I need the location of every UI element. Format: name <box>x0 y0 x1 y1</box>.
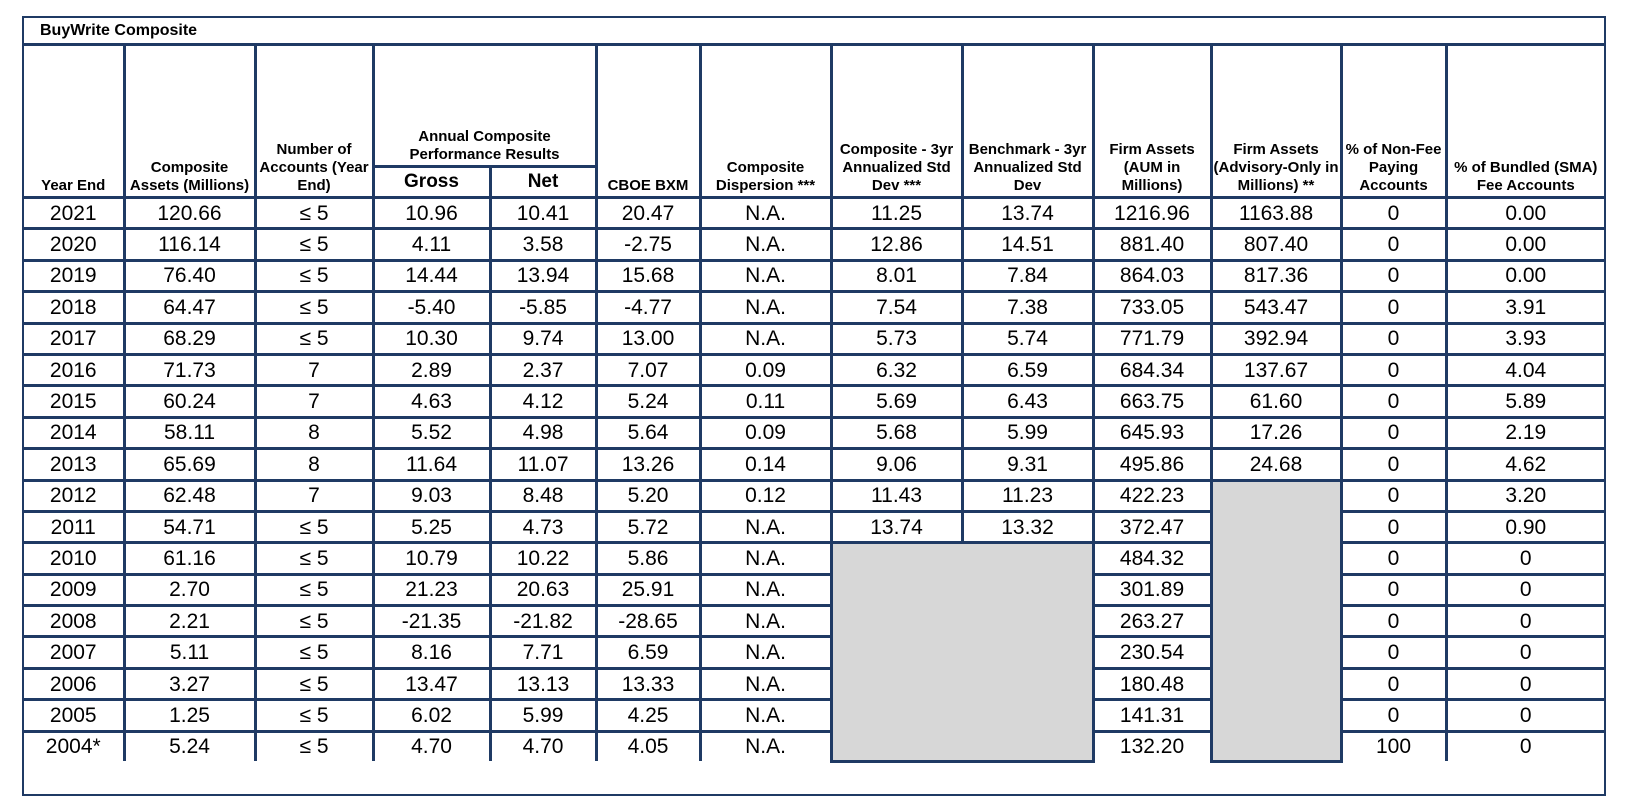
header-bundled-sma: % of Bundled (SMA) Fee Accounts <box>1446 46 1604 198</box>
cell-dispersion: 0.11 <box>700 386 831 417</box>
cell-bxm: -2.75 <box>596 229 700 260</box>
cell-non-fee: 0 <box>1341 386 1446 417</box>
cell-bxm: -4.77 <box>596 292 700 323</box>
cell-assets: 62.48 <box>124 480 255 511</box>
cell-accounts: ≤ 5 <box>255 731 373 761</box>
cell-assets: 2.70 <box>124 574 255 605</box>
cell-firm-assets: 132.20 <box>1093 731 1211 761</box>
cell-net: 13.13 <box>490 668 596 699</box>
cell-firm-assets: 495.86 <box>1093 449 1211 480</box>
cell-accounts: ≤ 5 <box>255 637 373 668</box>
cell-assets: 120.66 <box>124 198 255 229</box>
cell-year: 2013 <box>24 449 124 480</box>
cell-net: -5.85 <box>490 292 596 323</box>
cell-gross: 10.96 <box>373 198 490 229</box>
cell-bench-std: 14.51 <box>962 229 1093 260</box>
cell-comp-std: 11.25 <box>831 198 962 229</box>
cell-non-fee: 100 <box>1341 731 1446 761</box>
cell-bundled: 0 <box>1446 668 1604 699</box>
cell-accounts: ≤ 5 <box>255 292 373 323</box>
cell-bundled: 0 <box>1446 606 1604 637</box>
cell-year: 2020 <box>24 229 124 260</box>
table-row <box>24 511 1604 542</box>
cell-non-fee: 0 <box>1341 354 1446 385</box>
cell-bench-std: 5.74 <box>962 323 1093 354</box>
table-row <box>24 323 1604 354</box>
cell-dispersion: N.A. <box>700 543 831 574</box>
cell-bundled: 5.89 <box>1446 386 1604 417</box>
cell-non-fee: 0 <box>1341 292 1446 323</box>
cell-year: 2006 <box>24 668 124 699</box>
table-row <box>24 260 1604 291</box>
cell-bundled: 4.04 <box>1446 354 1604 385</box>
cell-year: 2016 <box>24 354 124 385</box>
cell-net: 5.99 <box>490 700 596 731</box>
table-row <box>24 198 1604 229</box>
table-row <box>24 449 1604 480</box>
cell-firm-assets: 771.79 <box>1093 323 1211 354</box>
cell-comp-std: 5.68 <box>831 417 962 448</box>
cell-net: 4.12 <box>490 386 596 417</box>
cell-accounts: 7 <box>255 354 373 385</box>
cell-non-fee: 0 <box>1341 606 1446 637</box>
cell-firm-assets: 1216.96 <box>1093 198 1211 229</box>
cell-assets: 60.24 <box>124 386 255 417</box>
cell-dispersion: 0.09 <box>700 417 831 448</box>
cell-comp-std: 5.73 <box>831 323 962 354</box>
cell-comp-std: 11.43 <box>831 480 962 511</box>
cell-bench-std: 9.31 <box>962 449 1093 480</box>
not-available-block <box>1211 480 1341 761</box>
table-title: BuyWrite Composite <box>24 18 1604 46</box>
cell-comp-std: 5.69 <box>831 386 962 417</box>
cell-net: 8.48 <box>490 480 596 511</box>
cell-gross: 9.03 <box>373 480 490 511</box>
cell-comp-std: 13.74 <box>831 511 962 542</box>
composite-table <box>24 46 1604 763</box>
cell-accounts: ≤ 5 <box>255 511 373 542</box>
cell-year: 2008 <box>24 606 124 637</box>
cell-firm-assets: 645.93 <box>1093 417 1211 448</box>
cell-net: 9.74 <box>490 323 596 354</box>
cell-gross: 4.63 <box>373 386 490 417</box>
cell-non-fee: 0 <box>1341 417 1446 448</box>
cell-gross: 4.11 <box>373 229 490 260</box>
cell-accounts: ≤ 5 <box>255 260 373 291</box>
header-number-of-accounts: Number of Accounts (Year End) <box>255 46 373 198</box>
cell-firm-assets: 663.75 <box>1093 386 1211 417</box>
cell-net: 10.22 <box>490 543 596 574</box>
cell-year: 2004* <box>24 731 124 761</box>
header-composite-3yr-std: Composite - 3yr Annualized Std Dev *** <box>831 46 962 198</box>
cell-non-fee: 0 <box>1341 511 1446 542</box>
cell-bundled: 3.91 <box>1446 292 1604 323</box>
cell-advisory: 807.40 <box>1211 229 1341 260</box>
cell-bundled: 2.19 <box>1446 417 1604 448</box>
cell-net: 4.98 <box>490 417 596 448</box>
cell-bxm: 4.05 <box>596 731 700 761</box>
cell-assets: 5.11 <box>124 637 255 668</box>
cell-gross: 8.16 <box>373 637 490 668</box>
cell-assets: 54.71 <box>124 511 255 542</box>
table-row <box>24 229 1604 260</box>
cell-bxm: 20.47 <box>596 198 700 229</box>
cell-accounts: 8 <box>255 449 373 480</box>
cell-bundled: 0 <box>1446 731 1604 761</box>
not-available-block <box>831 543 1093 761</box>
cell-gross: 13.47 <box>373 668 490 699</box>
cell-dispersion: N.A. <box>700 511 831 542</box>
cell-bundled: 0 <box>1446 700 1604 731</box>
cell-bxm: 5.24 <box>596 386 700 417</box>
cell-bench-std: 6.43 <box>962 386 1093 417</box>
cell-firm-assets: 372.47 <box>1093 511 1211 542</box>
cell-dispersion: N.A. <box>700 229 831 260</box>
cell-assets: 2.21 <box>124 606 255 637</box>
cell-year: 2007 <box>24 637 124 668</box>
cell-year: 2005 <box>24 700 124 731</box>
cell-accounts: ≤ 5 <box>255 606 373 637</box>
cell-non-fee: 0 <box>1341 574 1446 605</box>
cell-bxm: 13.00 <box>596 323 700 354</box>
table-body <box>24 198 1604 762</box>
cell-non-fee: 0 <box>1341 668 1446 699</box>
cell-dispersion: 0.09 <box>700 354 831 385</box>
cell-comp-std: 7.54 <box>831 292 962 323</box>
cell-comp-std: 8.01 <box>831 260 962 291</box>
header-net: Net <box>490 167 596 198</box>
cell-firm-assets: 230.54 <box>1093 637 1211 668</box>
cell-advisory: 392.94 <box>1211 323 1341 354</box>
table-row <box>24 574 1604 605</box>
cell-bundled: 0 <box>1446 637 1604 668</box>
cell-firm-assets: 733.05 <box>1093 292 1211 323</box>
table-row <box>24 354 1604 385</box>
cell-advisory: 543.47 <box>1211 292 1341 323</box>
cell-dispersion: N.A. <box>700 606 831 637</box>
cell-net: 11.07 <box>490 449 596 480</box>
cell-accounts: 7 <box>255 386 373 417</box>
cell-bundled: 3.93 <box>1446 323 1604 354</box>
cell-year: 2010 <box>24 543 124 574</box>
cell-bxm: 15.68 <box>596 260 700 291</box>
cell-bxm: -28.65 <box>596 606 700 637</box>
cell-bench-std: 7.84 <box>962 260 1093 291</box>
cell-accounts: ≤ 5 <box>255 323 373 354</box>
cell-dispersion: N.A. <box>700 323 831 354</box>
cell-bench-std: 7.38 <box>962 292 1093 323</box>
cell-net: 4.70 <box>490 731 596 761</box>
cell-assets: 65.69 <box>124 449 255 480</box>
cell-year: 2018 <box>24 292 124 323</box>
table-row <box>24 292 1604 323</box>
cell-firm-assets: 301.89 <box>1093 574 1211 605</box>
cell-dispersion: N.A. <box>700 260 831 291</box>
cell-assets: 64.47 <box>124 292 255 323</box>
header-firm-assets: Firm Assets (AUM in Millions) <box>1093 46 1211 198</box>
cell-dispersion: N.A. <box>700 637 831 668</box>
header-annual-performance: Annual Composite Performance Results <box>373 46 596 167</box>
cell-firm-assets: 141.31 <box>1093 700 1211 731</box>
cell-year: 2012 <box>24 480 124 511</box>
cell-gross: 2.89 <box>373 354 490 385</box>
cell-advisory: 24.68 <box>1211 449 1341 480</box>
cell-accounts: 8 <box>255 417 373 448</box>
cell-assets: 68.29 <box>124 323 255 354</box>
cell-non-fee: 0 <box>1341 198 1446 229</box>
cell-assets: 76.40 <box>124 260 255 291</box>
cell-advisory: 817.36 <box>1211 260 1341 291</box>
cell-net: 13.94 <box>490 260 596 291</box>
cell-firm-assets: 684.34 <box>1093 354 1211 385</box>
cell-accounts: ≤ 5 <box>255 574 373 605</box>
header-gross: Gross <box>373 167 490 198</box>
cell-gross: -5.40 <box>373 292 490 323</box>
cell-bench-std: 13.74 <box>962 198 1093 229</box>
cell-bench-std: 6.59 <box>962 354 1093 385</box>
header-cboe-bxm: CBOE BXM <box>596 46 700 198</box>
cell-bxm: 4.25 <box>596 700 700 731</box>
cell-advisory: 1163.88 <box>1211 198 1341 229</box>
cell-comp-std: 12.86 <box>831 229 962 260</box>
cell-dispersion: N.A. <box>700 574 831 605</box>
cell-non-fee: 0 <box>1341 637 1446 668</box>
cell-assets: 61.16 <box>124 543 255 574</box>
cell-net: -21.82 <box>490 606 596 637</box>
cell-bxm: 5.64 <box>596 417 700 448</box>
cell-year: 2019 <box>24 260 124 291</box>
cell-bundled: 0.00 <box>1446 260 1604 291</box>
cell-gross: 14.44 <box>373 260 490 291</box>
cell-net: 2.37 <box>490 354 596 385</box>
cell-bxm: 7.07 <box>596 354 700 385</box>
cell-bxm: 13.33 <box>596 668 700 699</box>
cell-firm-assets: 422.23 <box>1093 480 1211 511</box>
cell-gross: 5.25 <box>373 511 490 542</box>
cell-bench-std: 5.99 <box>962 417 1093 448</box>
cell-bundled: 0.90 <box>1446 511 1604 542</box>
cell-dispersion: 0.14 <box>700 449 831 480</box>
table-row <box>24 386 1604 417</box>
table-row <box>24 731 1604 761</box>
cell-bundled: 4.62 <box>1446 449 1604 480</box>
cell-assets: 3.27 <box>124 668 255 699</box>
cell-non-fee: 0 <box>1341 229 1446 260</box>
cell-advisory: 61.60 <box>1211 386 1341 417</box>
table-row <box>24 668 1604 699</box>
cell-firm-assets: 263.27 <box>1093 606 1211 637</box>
cell-dispersion: N.A. <box>700 731 831 761</box>
table-row <box>24 417 1604 448</box>
header-composite-dispersion: Composite Dispersion *** <box>700 46 831 198</box>
cell-bxm: 13.26 <box>596 449 700 480</box>
cell-bundled: 3.20 <box>1446 480 1604 511</box>
cell-accounts: ≤ 5 <box>255 229 373 260</box>
cell-bundled: 0.00 <box>1446 198 1604 229</box>
cell-advisory: 17.26 <box>1211 417 1341 448</box>
cell-bench-std: 13.32 <box>962 511 1093 542</box>
table-row <box>24 637 1604 668</box>
cell-non-fee: 0 <box>1341 700 1446 731</box>
cell-assets: 58.11 <box>124 417 255 448</box>
cell-dispersion: N.A. <box>700 198 831 229</box>
cell-bxm: 5.72 <box>596 511 700 542</box>
cell-year: 2009 <box>24 574 124 605</box>
cell-gross: 10.30 <box>373 323 490 354</box>
cell-gross: 5.52 <box>373 417 490 448</box>
cell-assets: 116.14 <box>124 229 255 260</box>
cell-net: 10.41 <box>490 198 596 229</box>
cell-dispersion: N.A. <box>700 700 831 731</box>
cell-year: 2014 <box>24 417 124 448</box>
cell-bundled: 0 <box>1446 543 1604 574</box>
cell-gross: 4.70 <box>373 731 490 761</box>
cell-accounts: ≤ 5 <box>255 543 373 574</box>
cell-dispersion: N.A. <box>700 668 831 699</box>
cell-gross: 10.79 <box>373 543 490 574</box>
cell-gross: 11.64 <box>373 449 490 480</box>
header-firm-assets-advisory: Firm Assets (Advisory-Only in Millions) ** <box>1211 46 1341 198</box>
table-row <box>24 480 1604 511</box>
header-benchmark-3yr-std: Benchmark - 3yr Annualized Std Dev <box>962 46 1093 198</box>
cell-gross: -21.35 <box>373 606 490 637</box>
cell-firm-assets: 881.40 <box>1093 229 1211 260</box>
cell-accounts: ≤ 5 <box>255 700 373 731</box>
cell-bxm: 5.86 <box>596 543 700 574</box>
cell-assets: 5.24 <box>124 731 255 761</box>
cell-bench-std: 11.23 <box>962 480 1093 511</box>
header-non-fee-paying: % of Non-Fee Paying Accounts <box>1341 46 1446 198</box>
table-row <box>24 700 1604 731</box>
cell-bundled: 0.00 <box>1446 229 1604 260</box>
cell-year: 2011 <box>24 511 124 542</box>
cell-year: 2017 <box>24 323 124 354</box>
cell-firm-assets: 484.32 <box>1093 543 1211 574</box>
cell-assets: 71.73 <box>124 354 255 385</box>
cell-dispersion: N.A. <box>700 292 831 323</box>
cell-non-fee: 0 <box>1341 480 1446 511</box>
cell-bundled: 0 <box>1446 574 1604 605</box>
cell-year: 2021 <box>24 198 124 229</box>
cell-year: 2015 <box>24 386 124 417</box>
cell-net: 20.63 <box>490 574 596 605</box>
cell-gross: 21.23 <box>373 574 490 605</box>
cell-net: 3.58 <box>490 229 596 260</box>
composite-table-container <box>22 16 1606 796</box>
cell-net: 7.71 <box>490 637 596 668</box>
cell-bxm: 5.20 <box>596 480 700 511</box>
cell-accounts: ≤ 5 <box>255 668 373 699</box>
cell-advisory: 137.67 <box>1211 354 1341 385</box>
cell-bxm: 6.59 <box>596 637 700 668</box>
header-year-end: Year End <box>24 46 124 198</box>
cell-net: 4.73 <box>490 511 596 542</box>
cell-bxm: 25.91 <box>596 574 700 605</box>
cell-gross: 6.02 <box>373 700 490 731</box>
cell-comp-std: 6.32 <box>831 354 962 385</box>
cell-accounts: 7 <box>255 480 373 511</box>
cell-non-fee: 0 <box>1341 260 1446 291</box>
cell-assets: 1.25 <box>124 700 255 731</box>
cell-accounts: ≤ 5 <box>255 198 373 229</box>
cell-dispersion: 0.12 <box>700 480 831 511</box>
cell-firm-assets: 864.03 <box>1093 260 1211 291</box>
cell-comp-std: 9.06 <box>831 449 962 480</box>
cell-non-fee: 0 <box>1341 543 1446 574</box>
table-row <box>24 606 1604 637</box>
cell-non-fee: 0 <box>1341 449 1446 480</box>
cell-firm-assets: 180.48 <box>1093 668 1211 699</box>
table-row <box>24 543 1604 574</box>
cell-non-fee: 0 <box>1341 323 1446 354</box>
header-composite-assets: Composite Assets (Millions) <box>124 46 255 198</box>
